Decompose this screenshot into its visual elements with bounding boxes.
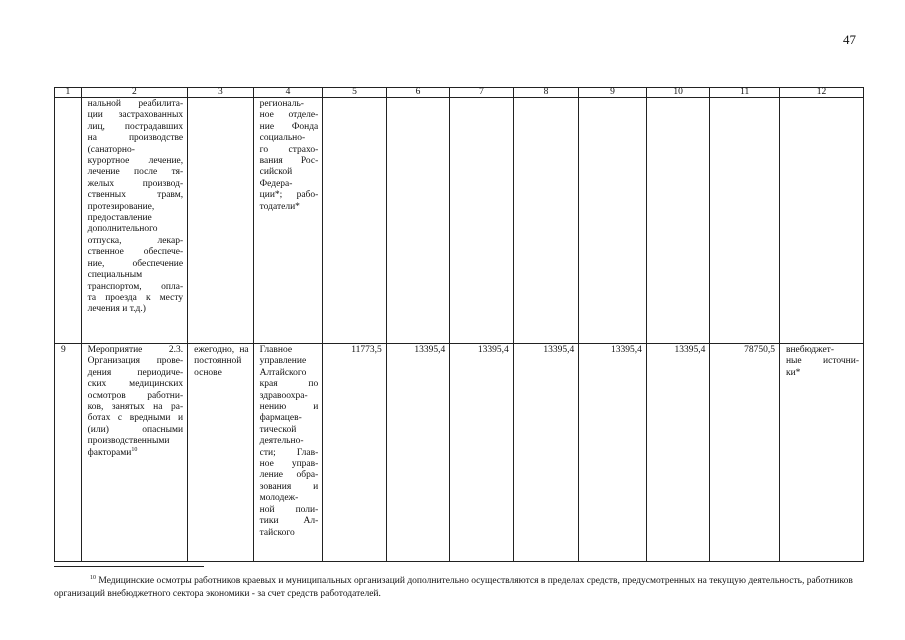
footnote-mark: 10 <box>90 574 96 581</box>
text-line: ственное обеспече- <box>87 247 184 258</box>
text-line: здравоохра- <box>259 390 308 401</box>
cell-value: 11773,5 <box>323 344 386 562</box>
text-line: специальным <box>87 270 143 281</box>
text-line: деятельно- <box>259 436 304 447</box>
text-line: ное управ- <box>259 459 319 470</box>
text-line: Алтайского <box>259 367 307 378</box>
cell-period <box>188 98 254 344</box>
cell-value: 13395,4 <box>450 344 513 562</box>
footnote <box>54 575 864 601</box>
text-line: предоставление <box>87 213 152 224</box>
column-header: 7 <box>450 88 513 98</box>
text-line: го страхо- <box>259 144 319 155</box>
text-line: та проезда к месту <box>87 292 184 303</box>
cell-executor <box>253 344 323 562</box>
text-line: ственных травм, <box>87 190 184 201</box>
text-line: зования и <box>259 481 319 492</box>
text-line: Мероприятие 2.3. <box>87 345 184 355</box>
text-line: ки* <box>785 367 801 378</box>
table-row <box>55 98 864 344</box>
text-line: лечения и т.д.) <box>87 304 146 315</box>
column-header: 4 <box>253 88 323 98</box>
program-table <box>54 87 864 562</box>
text-line: ков, занятых на ра- <box>87 402 184 413</box>
cell-row-number <box>55 98 82 344</box>
column-header: 8 <box>513 88 579 98</box>
text-line: ских медицинских <box>87 379 184 390</box>
text-line: нению и <box>259 402 319 413</box>
cell-value <box>710 98 780 344</box>
cell-source <box>779 344 863 562</box>
header-row <box>55 88 864 98</box>
text-line: ление обра- <box>259 470 319 481</box>
cell-value <box>450 98 513 344</box>
text-line: основе <box>194 367 222 378</box>
text-line: фармацев- <box>259 413 302 424</box>
column-header: 10 <box>646 88 709 98</box>
footnote-reference: 10 <box>131 446 138 453</box>
text-line: постоянной <box>194 356 242 367</box>
cell-activity <box>81 344 188 562</box>
column-header: 11 <box>710 88 780 98</box>
text-line: дополнительного <box>87 224 158 235</box>
text-line: ции*; рабо- <box>259 190 319 201</box>
text-line: ние Фонда <box>259 121 319 132</box>
cell-value <box>386 98 449 344</box>
text-line: региональ- <box>259 99 304 109</box>
cell-value <box>646 98 709 344</box>
cell-activity <box>81 98 188 344</box>
cell-value <box>579 98 647 344</box>
text-line: осмотров работни- <box>87 390 184 401</box>
cell-value <box>513 98 579 344</box>
text-line: ции застрахованных <box>87 110 184 121</box>
text-line: ное отделе- <box>259 110 319 121</box>
page-number: 47 <box>843 32 856 47</box>
text-line: дения периодиче- <box>87 367 184 378</box>
cell-period <box>188 344 254 562</box>
text-line: лечение после тя- <box>87 167 184 178</box>
cell-value: 13395,4 <box>646 344 709 562</box>
text-line: нальной реабилита- <box>87 99 184 109</box>
text-line: ние, обеспечение <box>87 258 184 269</box>
column-header: 9 <box>579 88 647 98</box>
text-line: лиц, пострадавших <box>87 121 184 132</box>
text-line <box>88 448 184 459</box>
text-fragment: факторами <box>87 447 132 458</box>
text-line: ные источни- <box>785 356 859 367</box>
text-line: производственными <box>87 436 170 447</box>
text-line: тайского <box>259 527 295 538</box>
column-header: 6 <box>386 88 449 98</box>
text-line: ежегодно, на <box>194 345 249 355</box>
text-line: Федера- <box>259 178 293 189</box>
text-line: ной поли- <box>259 504 319 515</box>
text-line: курортное лечение, <box>87 156 184 167</box>
text-line: тики Ал- <box>259 516 319 527</box>
footnote-divider <box>54 566 204 567</box>
text-line: вания Рос- <box>259 156 319 167</box>
text-line: управление <box>259 356 307 367</box>
cell-row-number: 9 <box>55 344 82 562</box>
text-line: тической <box>259 424 297 435</box>
text-line: социально- <box>259 133 306 144</box>
text-line: молодеж- <box>259 493 299 504</box>
column-header: 1 <box>55 88 82 98</box>
text-line: протезирование, <box>87 201 155 212</box>
cell-source <box>779 98 863 344</box>
text-line: Организация прове- <box>87 356 184 367</box>
cell-executor <box>253 98 323 344</box>
text-line: ботах с вредными и <box>87 413 184 424</box>
text-line: на производстве <box>87 133 184 144</box>
text-line: транспортом, опла- <box>87 281 184 292</box>
text-line: (или) опасными <box>87 424 184 435</box>
text-line: сти; Глав- <box>259 447 319 458</box>
column-header: 12 <box>779 88 863 98</box>
text-line: тодатели* <box>259 201 300 212</box>
cell-value: 78750,5 <box>710 344 780 562</box>
column-header: 3 <box>188 88 254 98</box>
column-header: 2 <box>81 88 188 98</box>
cell-value: 13395,4 <box>579 344 647 562</box>
text-line: желых производ- <box>87 178 184 189</box>
cell-value <box>323 98 386 344</box>
text-line: (санаторно- <box>87 144 135 155</box>
text-line: сийской <box>259 167 293 178</box>
cell-value: 13395,4 <box>513 344 579 562</box>
column-header: 5 <box>323 88 386 98</box>
footnote-text: Медицинские осмотры работников краевых и муниципальных организаций дополнительно осуществляются в пределах средств, предусмотренных на текущую деятельность, работников организаций внебюджетного сектора экономики - за счет средств работодателей. <box>54 576 853 599</box>
cell-value: 13395,4 <box>386 344 449 562</box>
text-line: внебюджет- <box>785 345 834 355</box>
text-line: края по <box>259 379 319 390</box>
text-line: отпуска, лекар- <box>87 235 184 246</box>
text-line: Главное <box>259 345 293 355</box>
table-row <box>55 344 864 562</box>
